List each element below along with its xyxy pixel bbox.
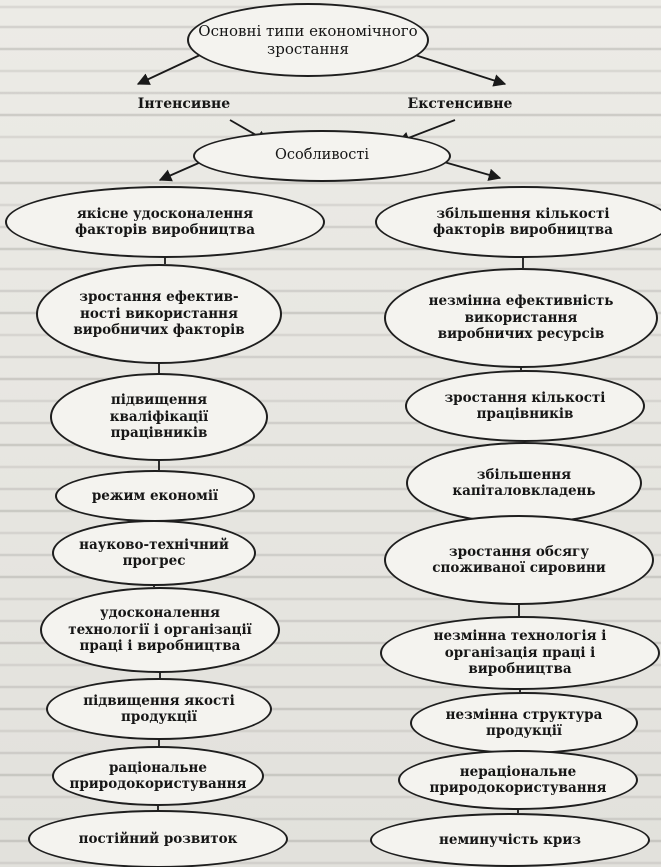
extensive-feature-label: незмінна ефективність використання виробничих ресурсів (428, 293, 614, 343)
extensive-feature-label: збільшення кількості факторів виробництва (433, 205, 613, 238)
extensive-type-label: Екстенсивне (407, 96, 513, 113)
arrow-root-to-extensive (415, 55, 505, 84)
intensive-type-node (104, 92, 264, 118)
extensive-feature-7 (410, 692, 638, 754)
extensive-feature-label: незмінна структура продукції (445, 706, 603, 739)
intensive-feature-4 (55, 470, 255, 522)
extensive-feature-6 (380, 616, 660, 690)
intensive-feature-9 (28, 810, 288, 867)
extensive-feature-label: нераціональне природокористування (429, 763, 607, 796)
extensive-feature-1 (375, 186, 661, 258)
intensive-type-label: Інтенсивне (137, 96, 231, 113)
extensive-feature-label: збільшення капіталовкладень (452, 466, 596, 499)
intensive-feature-1 (5, 186, 325, 258)
intensive-feature-8 (52, 746, 264, 806)
extensive-feature-label: незмінна технологія і організація праці і виробництва (433, 628, 607, 678)
extensive-feature-label: неминучість криз (438, 831, 581, 848)
features-label: Особливості (274, 147, 370, 164)
extensive-feature-label: зростання кількості працівників (444, 389, 606, 422)
intensive-feature-label: підвищення кваліфікації працівників (109, 392, 209, 442)
intensive-feature-2 (36, 264, 282, 364)
intensive-feature-5 (52, 520, 256, 586)
root-label: Основні типи економічного зростання (198, 21, 418, 58)
intensive-feature-3 (50, 373, 268, 461)
intensive-feature-6 (40, 587, 280, 673)
extensive-feature-9 (370, 813, 650, 867)
extensive-feature-4 (406, 442, 642, 524)
extensive-feature-label: зростання обсягу споживаної сировини (432, 543, 606, 576)
intensive-feature-label: удосконалення технології і організації праці і виробництва (68, 605, 252, 655)
intensive-feature-label: підвищення якості продукції (83, 692, 235, 725)
intensive-feature-label: зростання ефектив- ності використання виробничих факторів (73, 289, 245, 339)
extensive-type-node (380, 92, 540, 118)
intensive-feature-label: науково-технічний прогрес (79, 536, 229, 569)
intensive-feature-label: постійний розвиток (78, 830, 238, 847)
arrow-root-to-intensive (138, 55, 200, 84)
extensive-feature-3 (405, 370, 645, 442)
features-node (193, 130, 451, 182)
extensive-feature-8 (398, 750, 638, 810)
intensive-feature-label: якісне удосконалення факторів виробництва (75, 205, 255, 238)
intensive-feature-label: режим економії (91, 487, 219, 504)
intensive-feature-label: раціональне природокористування (69, 759, 247, 792)
extensive-feature-2 (384, 268, 658, 368)
root-node (187, 3, 429, 77)
intensive-feature-7 (46, 678, 272, 740)
extensive-feature-5 (384, 515, 654, 605)
